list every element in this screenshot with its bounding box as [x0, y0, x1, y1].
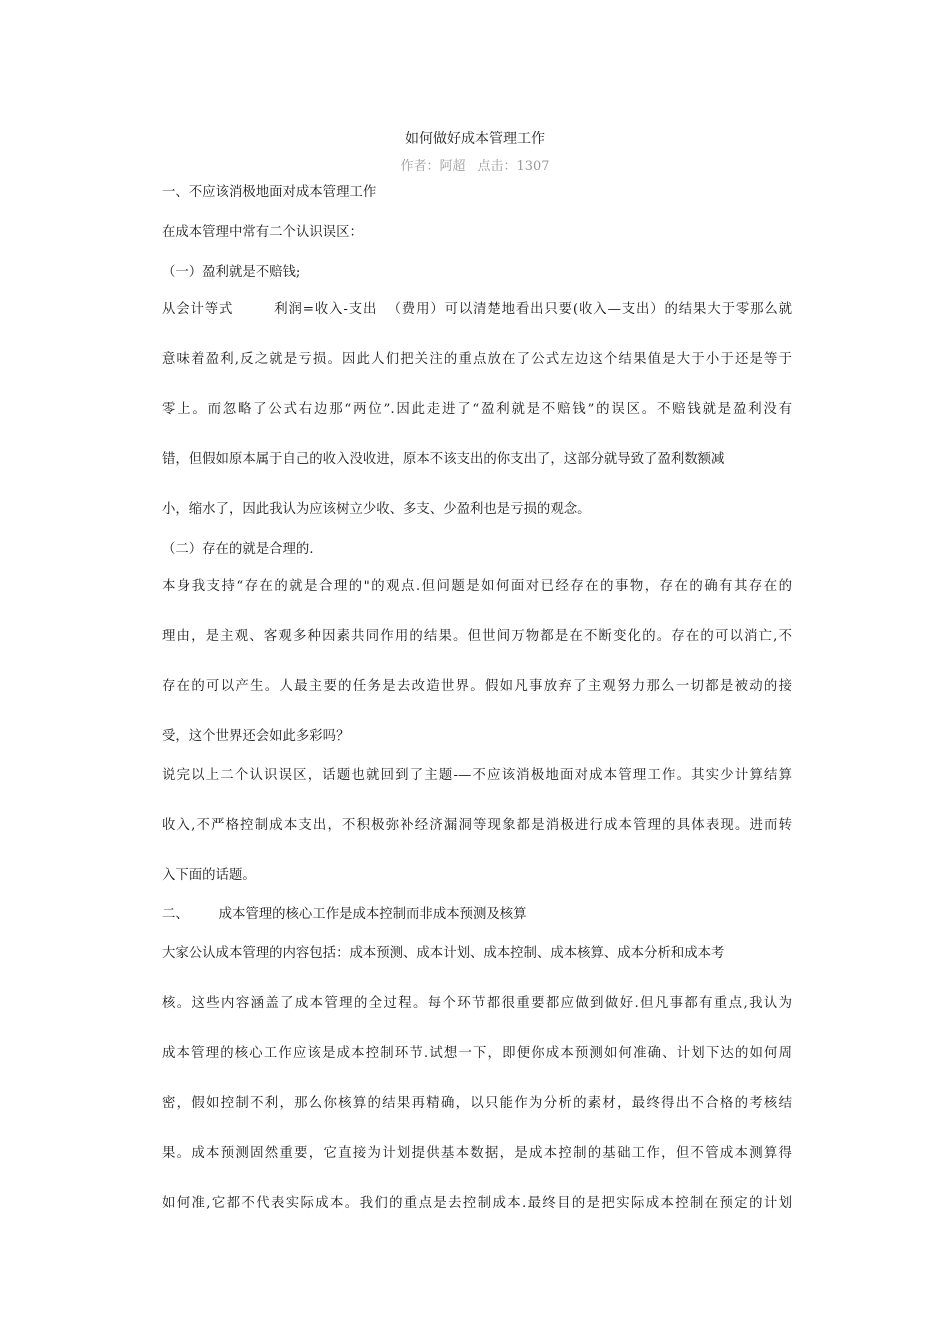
- section-heading-2: 二、 成本管理的核心工作是成本控制而非成本预测及核算: [162, 907, 527, 922]
- paragraph-line: 小，缩水了，因此我认为应该树立少收、多支、少盈利也是亏损的观念。: [162, 502, 591, 517]
- paragraph-line: 存在的可以产生。人最主要的任务是去改造世界。假如凡事放弃了主观努力那么一切都是被动的接: [162, 679, 792, 694]
- paragraph-line: 理由，是主观、客观多种因素共同作用的结果。但世间万物都是在不断变化的。存在的可以消亡,不: [162, 629, 792, 644]
- subheading-2: （二）存在的就是合理的.: [162, 542, 314, 557]
- paragraph-line: 意味着盈利,反之就是亏损。因此人们把关注的重点放在了公式左边这个结果值是大于小于还是等于: [162, 352, 792, 367]
- paragraph-line: 密，假如控制不利，那么你核算的结果再精确，以只能作为分析的素材，最终得出不合格的考核结: [162, 1096, 792, 1111]
- paragraph-line: 大家公认成本管理的内容包括：成本预测、成本计划、成本控制、成本核算、成本分析和成本考: [162, 946, 725, 961]
- paragraph-line: 本身我支持“存在的就是合理的"的观点.但问题是如何面对已经存在的事物，存在的确有其存在的: [162, 579, 792, 594]
- paragraph-line: 成本管理的核心工作应该是成本控制环节.试想一下，即便你成本预测如何准确、计划下达的如何周: [162, 1046, 792, 1061]
- author-label: 作者：阿超: [400, 159, 466, 174]
- page-title: 如何做好成本管理工作: [405, 131, 545, 147]
- paragraph-line: 入下面的话题。: [162, 868, 256, 883]
- paragraph-line: 核。这些内容涵盖了成本管理的全过程。每个环节都很重要都应做到做好.但凡事都有重点,我认为: [162, 996, 792, 1011]
- byline: [0, 155, 950, 174]
- paragraph-line: 受，这个世界还会如此多彩吗？: [162, 729, 350, 744]
- paragraph-line: 在成本管理中常有二个认识误区：: [162, 225, 363, 240]
- subheading-1: （一）盈利就是不赔钱;: [162, 265, 301, 280]
- paragraph-line: 收入,不严格控制成本支出，不积极弥补经济漏洞等现象都是消极进行成本管理的具体表现。进而转: [162, 818, 792, 833]
- paragraph-line: 从会计等式 利润=收入-支出 （费用）可以清楚地看出只要(收入—支出）的结果大于零那么就: [162, 302, 792, 317]
- paragraph-line: 如何准,它都不代表实际成本。我们的重点是去控制成本.最终目的是把实际成本控制在预定的计划: [162, 1196, 792, 1211]
- paragraph-line: 零上。而忽略了公式右边那“两位”.因此走进了“盈利就是不赔钱”的误区。不赔钱就是盈利没有: [162, 402, 792, 417]
- paragraph-line: 果。成本预测固然重要，它直接为计划提供基本数据，是成本控制的基础工作，但不管成本测算得: [162, 1146, 792, 1161]
- clicks-label: 点击：1307: [477, 159, 550, 174]
- section-heading-1: 一、不应该消极地面对成本管理工作: [162, 185, 377, 200]
- paragraph-line: 说完以上二个认识误区，话题也就回到了主题-—不应该消极地面对成本管理工作。其实少计算结算: [162, 768, 792, 783]
- paragraph-line: 错，但假如原本属于自己的收入没收进，原本不该支出的你支出了，这部分就导致了盈利数额减: [162, 452, 725, 467]
